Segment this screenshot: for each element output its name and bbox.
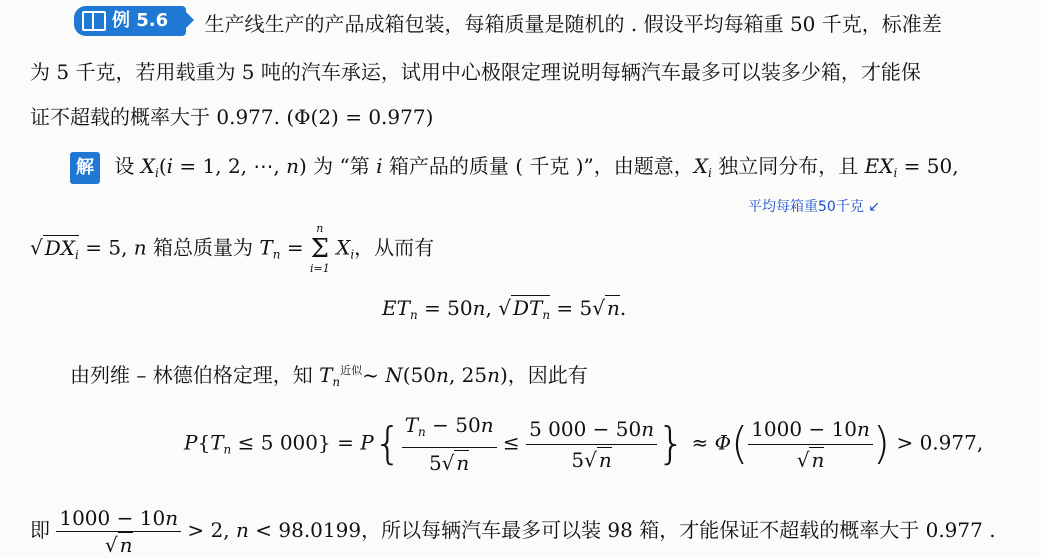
conclusion-line: 即 $\frac{1000 - 10n}{√ n}$ > 2, n < 98.0199，所以每辆汽车最多可以装 98 箱，才能保证不超载的概率大于 0.977 . [30, 506, 996, 557]
handwritten-note-text: 平均每箱重50千克 [748, 199, 864, 215]
example-line-1: 生产线生产的产品成箱包装，每箱质量是随机的 . 假设平均每箱重 50 千克，标准差 [204, 12, 942, 36]
handwritten-note [748, 196, 880, 216]
example-line-2: 为 5 千克，若用载重为 5 吨的汽车承运，试用中心极限定理说明每辆汽车最多可以装多少箱，才能保 [30, 60, 921, 84]
example-badge-label: 例 5.6 [112, 10, 169, 31]
book-icon [82, 11, 106, 31]
arrow-icon: ↙ [868, 199, 881, 215]
solution-line-1-text: 设 $X_i(i = 1$, 2, ⋯, n) 为 “第 i 箱产品的质量 ( 千克 )”，由题意，$X_i$ 独立同分布，且 $EX_i = 50$, [114, 154, 959, 180]
example-badge [74, 6, 186, 36]
example-line-3: 证不超载的概率大于 0.977. (Φ(2) = 0.977) [30, 105, 434, 129]
solution-line-3: 由列维 – 林德伯格定理，知 $T_n^{近似}\sim$ N(50n, 25n)，因此有 [70, 363, 588, 389]
solution-badge: 解 [70, 152, 100, 184]
solution-line-2: √ $DX_i = 5$, n 箱总质量为 $T_n$ = n Σ i=1 $X_i$，从而有 [30, 222, 435, 275]
summation-symbol: n Σ i=1 [309, 222, 330, 275]
equation-expectation: $ET_n = 50n$, √ $DT_n = 5√$ n. [382, 296, 627, 322]
equation-probability: $P\{T_n \le 5$ 000} = P{ $\frac{T_n - 50n}{5√ n}$ ≤ $\frac{5 000 - 50n}{5√ n}$ } ≈ Φ( $\frac{1000 - 10n}{√ n}$ ) > 0.977, [184, 410, 983, 478]
example-header-line [74, 6, 942, 38]
solution-line-1 [70, 152, 959, 187]
